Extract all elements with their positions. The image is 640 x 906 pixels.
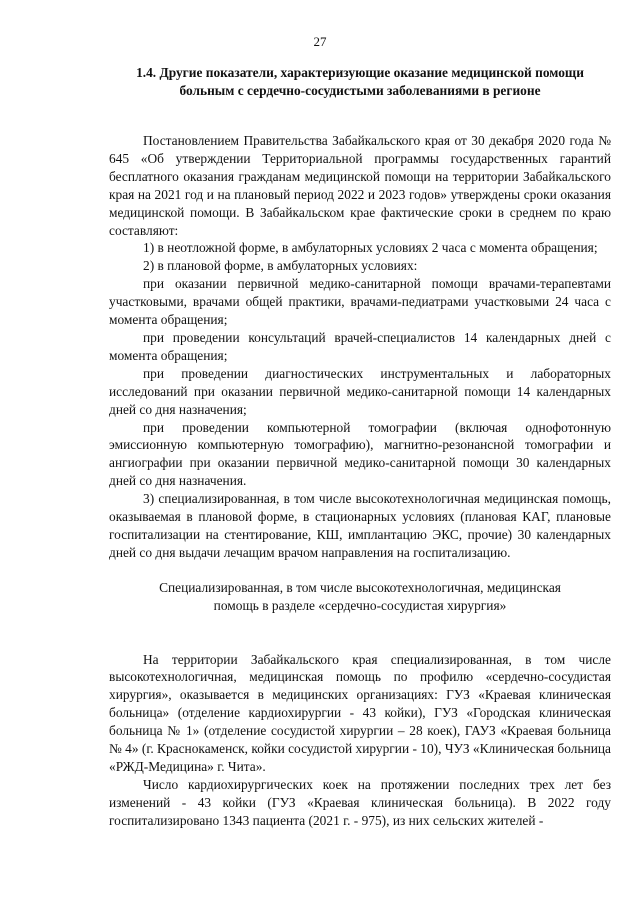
subsection-heading <box>109 579 611 615</box>
subsection-heading-line-2: помощь в разделе «сердечно-сосудистая хирургия» <box>213 597 507 613</box>
paragraph-decree: Постановлением Правительства Забайкальского края от 30 декабря 2020 года № 645 «Об утверждении Территориальной программы государственных гарантий бесплатного оказания гражданам медицинской помощи на территории Забайкальского края на 2021 год и на плановый период 2022 и 2023 годов» утверждены сроки оказания медицинской помощи. В Забайкальском крае фактические сроки в среднем по краю составляют: <box>109 133 611 238</box>
paragraph-planned-form: 2) в плановой форме, в амбулаторных условиях: <box>143 258 418 274</box>
paragraph-diagnostics: при проведении диагностических инструментальных и лабораторных исследований при оказании первичной медико-санитарной помощи 14 календарных дней со дня назначения; <box>109 365 611 417</box>
page-content <box>109 64 611 830</box>
page-number: 27 <box>313 34 327 49</box>
section-heading <box>109 64 611 100</box>
paragraph-urgent-form: 1) в неотложной форме, в амбулаторных условиях 2 часа с момента обращения; <box>143 240 598 256</box>
paragraph-specialized-care: 3) специализированная, в том числе высокотехнологичная медицинская помощь, оказываемая в плановой форме, в стационарных условиях (плановая КАГ, плановые госпитализации на стентирование, КШ, имплантацию ЭКС, прочие) 30 календарных дней со дня выдачи лечащим врачом направления на госпитализацию. <box>109 491 611 560</box>
paragraph-tomography: при проведении компьютерной томографии (включая однофотонную эмиссионную компьютерную томографию), магнитно-резонансной томографии и ангиографии при оказании первичной медико-санитарной помощи 30 календарных дней со дня назначения. <box>109 419 611 489</box>
section-heading-line-1: 1.4. Другие показатели, характеризующие оказание медицинской помощи <box>136 65 584 80</box>
paragraph-medical-organizations: На территории Забайкальского края специализированная, в том числе высокотехнологичная, медицинская помощь по профилю «сердечно-сосудистая хирургия», оказывается в медицинских организациях: ГУЗ «Краевая клиническая больница» (отделение кардиохирургии - 43 койки), ГУЗ «Городская клиническая больница № 1» (отделение сосудистой хирургии – 28 коек), ГАУЗ «Краевая больница № 4» (г. Краснокаменск, койки сосудистой хирургии - 10), ЧУЗ «Клиническая больница «РЖД-Медицина» г. Чита». <box>109 651 611 774</box>
paragraph-primary-care: при оказании первичной медико-санитарной помощи врачами-терапевтами участковыми, врачами общей практики, врачами-педиатрами участковыми 24 часа с момента обращения; <box>109 276 611 328</box>
paragraph-consultations: при проведении консультаций врачей-специалистов 14 календарных дней с момента обращения; <box>109 329 611 363</box>
subsection-heading-line-1: Специализированная, в том числе высокотехнологичная, медицинская <box>159 579 561 595</box>
paragraph-cardiac-beds: Число кардиохирургических коек на протяжении последних трех лет без изменений - 43 койки (ГУЗ «Краевая клиническая больница). В 2022 году госпитализировано 1343 пациента (2021 г. - 975), из них сельских жителей - <box>109 776 611 828</box>
section-heading-line-2: больным с сердечно-сосудистыми заболеваниями в регионе <box>179 83 541 98</box>
